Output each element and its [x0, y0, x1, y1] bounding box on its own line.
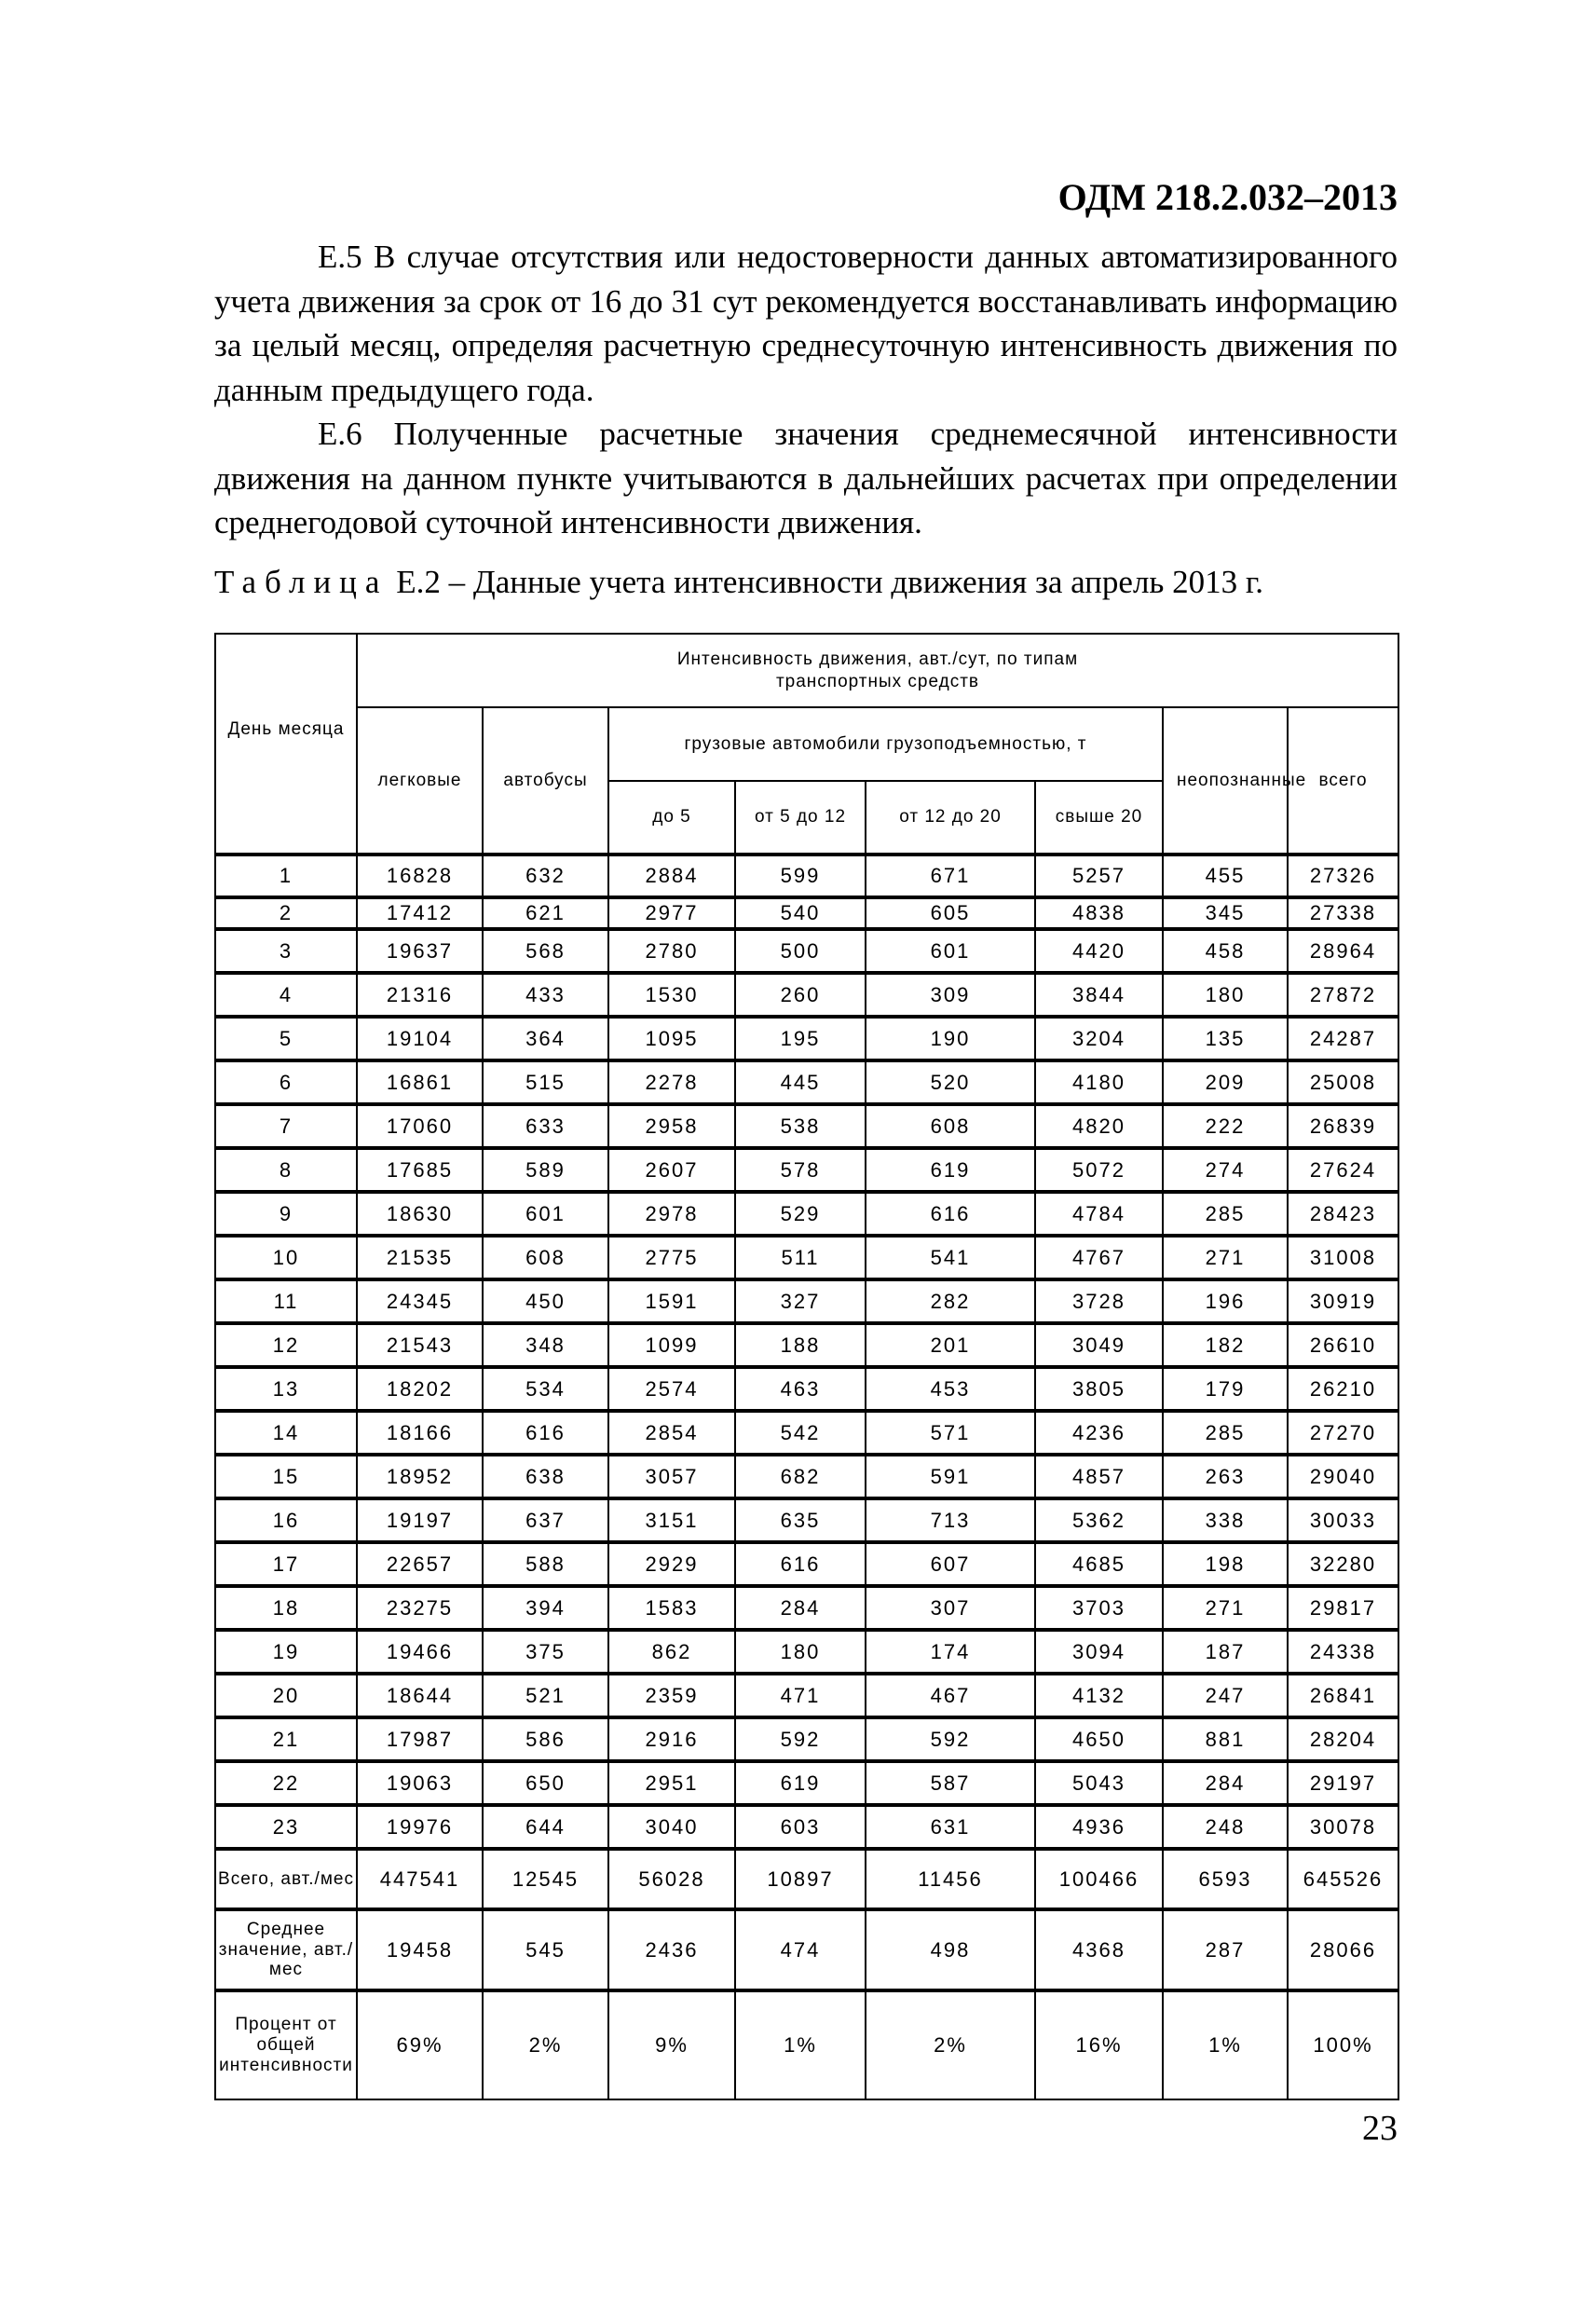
day-cell: 8 [215, 1148, 357, 1192]
value-cell: 348 [483, 1323, 608, 1367]
day-cell: 6 [215, 1060, 357, 1104]
value-cell: 538 [735, 1104, 866, 1148]
value-cell: 571 [866, 1411, 1035, 1455]
value-cell: 29197 [1288, 1761, 1398, 1805]
document-code: ОДМ 218.2.032–2013 [1057, 176, 1398, 218]
value-cell: 32280 [1288, 1542, 1398, 1586]
value-cell: 375 [483, 1630, 608, 1674]
summary-value: 100% [1288, 1990, 1398, 2099]
value-cell: 394 [483, 1586, 608, 1630]
value-cell: 601 [866, 929, 1035, 973]
value-cell: 3204 [1035, 1017, 1163, 1060]
value-cell: 17987 [357, 1717, 483, 1761]
table-caption [214, 564, 1263, 601]
value-cell: 4132 [1035, 1674, 1163, 1717]
value-cell: 282 [866, 1279, 1035, 1323]
value-cell: 190 [866, 1017, 1035, 1060]
summary-value: 1% [1163, 1990, 1288, 2099]
value-cell: 345 [1163, 897, 1288, 929]
header-trucks: грузовые автомобили грузоподъемностью, т [608, 707, 1163, 781]
summary-value: 69% [357, 1990, 483, 2099]
value-cell: 5362 [1035, 1498, 1163, 1542]
value-cell: 2775 [608, 1236, 735, 1279]
value-cell: 541 [866, 1236, 1035, 1279]
value-cell: 28964 [1288, 929, 1398, 973]
value-cell: 21543 [357, 1323, 483, 1367]
value-cell: 248 [1163, 1805, 1288, 1849]
day-cell: 1 [215, 855, 357, 897]
value-cell: 2951 [608, 1761, 735, 1805]
value-cell: 19976 [357, 1805, 483, 1849]
table-row [215, 929, 1398, 973]
value-cell: 180 [1163, 973, 1288, 1017]
day-cell: 4 [215, 973, 357, 1017]
value-cell: 1591 [608, 1279, 735, 1323]
value-cell: 616 [735, 1542, 866, 1586]
header-buses: автобусы [483, 707, 608, 855]
value-cell: 605 [866, 897, 1035, 929]
value-cell: 2574 [608, 1367, 735, 1411]
value-cell: 4838 [1035, 897, 1163, 929]
table-row [215, 1455, 1398, 1498]
value-cell: 616 [483, 1411, 608, 1455]
value-cell: 271 [1163, 1586, 1288, 1630]
value-cell: 621 [483, 897, 608, 929]
summary-label: Процент от общей интенсивности [215, 1990, 357, 2099]
value-cell: 1583 [608, 1586, 735, 1630]
value-cell: 28423 [1288, 1192, 1398, 1236]
summary-row [215, 1990, 1398, 2099]
paragraph-e6: Е.6 Полученные расчетные значения среднемесячной интенсивности движения на данном пункте учитываются в дальнейших расчетах при определении среднегодовой суточной интенсивности движения. [214, 416, 1398, 541]
header-total: всего [1288, 707, 1398, 855]
value-cell: 21535 [357, 1236, 483, 1279]
day-cell: 17 [215, 1542, 357, 1586]
value-cell: 135 [1163, 1017, 1288, 1060]
day-cell: 11 [215, 1279, 357, 1323]
value-cell: 631 [866, 1805, 1035, 1849]
value-cell: 18166 [357, 1411, 483, 1455]
summary-value: 56028 [608, 1849, 735, 1909]
header-trucks-5-12: от 5 до 12 [735, 781, 866, 855]
value-cell: 587 [866, 1761, 1035, 1805]
value-cell: 4936 [1035, 1805, 1163, 1849]
summary-value: 645526 [1288, 1849, 1398, 1909]
table-row [215, 1717, 1398, 1761]
table-row [215, 855, 1398, 897]
value-cell: 17412 [357, 897, 483, 929]
table-row [215, 1761, 1398, 1805]
value-cell: 445 [735, 1060, 866, 1104]
table-row [215, 1411, 1398, 1455]
value-cell: 2958 [608, 1104, 735, 1148]
value-cell: 3040 [608, 1805, 735, 1849]
value-cell: 542 [735, 1411, 866, 1455]
summary-value: 498 [866, 1909, 1035, 1990]
value-cell: 174 [866, 1630, 1035, 1674]
value-cell: 284 [1163, 1761, 1288, 1805]
value-cell: 637 [483, 1498, 608, 1542]
value-cell: 633 [483, 1104, 608, 1148]
value-cell: 592 [735, 1717, 866, 1761]
value-cell: 26610 [1288, 1323, 1398, 1367]
value-cell: 271 [1163, 1236, 1288, 1279]
value-cell: 19197 [357, 1498, 483, 1542]
value-cell: 713 [866, 1498, 1035, 1542]
summary-value: 474 [735, 1909, 866, 1990]
value-cell: 338 [1163, 1498, 1288, 1542]
value-cell: 862 [608, 1630, 735, 1674]
table-row [215, 1805, 1398, 1849]
day-cell: 20 [215, 1674, 357, 1717]
value-cell: 1099 [608, 1323, 735, 1367]
value-cell: 4236 [1035, 1411, 1163, 1455]
value-cell: 2977 [608, 897, 735, 929]
value-cell: 1095 [608, 1017, 735, 1060]
value-cell: 209 [1163, 1060, 1288, 1104]
table-row [215, 1104, 1398, 1148]
value-cell: 25008 [1288, 1060, 1398, 1104]
table-row [215, 897, 1398, 929]
value-cell: 19466 [357, 1630, 483, 1674]
value-cell: 16861 [357, 1060, 483, 1104]
value-cell: 3805 [1035, 1367, 1163, 1411]
value-cell: 19063 [357, 1761, 483, 1805]
day-cell: 2 [215, 897, 357, 929]
value-cell: 285 [1163, 1192, 1288, 1236]
table-row [215, 973, 1398, 1017]
header-intensity: Интенсивность движения, авт./сут, по типам транспортных средств [357, 634, 1398, 707]
value-cell: 24338 [1288, 1630, 1398, 1674]
value-cell: 263 [1163, 1455, 1288, 1498]
summary-row [215, 1849, 1398, 1909]
value-cell: 26841 [1288, 1674, 1398, 1717]
value-cell: 30078 [1288, 1805, 1398, 1849]
value-cell: 568 [483, 929, 608, 973]
value-cell: 17685 [357, 1148, 483, 1192]
value-cell: 16828 [357, 855, 483, 897]
summary-value: 287 [1163, 1909, 1288, 1990]
summary-value: 447541 [357, 1849, 483, 1909]
day-cell: 14 [215, 1411, 357, 1455]
value-cell: 198 [1163, 1542, 1288, 1586]
value-cell: 599 [735, 855, 866, 897]
paragraph-e5: Е.5 В случае отсутствия или недостоверности данных автоматизированного учета движения за срок от 16 до 31 сут рекомендуется восстанавливать информацию за целый месяц, определяя расчетную среднесуточную интенсивность движения по данным предыдущего года. [214, 239, 1398, 408]
caption-text: Е.2 – Данные учета интенсивности движения за апрель 2013 г. [388, 564, 1264, 600]
table-row [215, 1542, 1398, 1586]
value-cell: 18952 [357, 1455, 483, 1498]
value-cell: 327 [735, 1279, 866, 1323]
value-cell: 31008 [1288, 1236, 1398, 1279]
value-cell: 27624 [1288, 1148, 1398, 1192]
value-cell: 534 [483, 1367, 608, 1411]
value-cell: 521 [483, 1674, 608, 1717]
value-cell: 463 [735, 1367, 866, 1411]
value-cell: 650 [483, 1761, 608, 1805]
day-cell: 15 [215, 1455, 357, 1498]
value-cell: 2854 [608, 1411, 735, 1455]
day-cell: 12 [215, 1323, 357, 1367]
value-cell: 2916 [608, 1717, 735, 1761]
summary-value: 2% [483, 1990, 608, 2099]
value-cell: 2929 [608, 1542, 735, 1586]
summary-label: Всего, авт./мес [215, 1849, 357, 1909]
value-cell: 196 [1163, 1279, 1288, 1323]
value-cell: 4650 [1035, 1717, 1163, 1761]
value-cell: 4420 [1035, 929, 1163, 973]
value-cell: 274 [1163, 1148, 1288, 1192]
value-cell: 601 [483, 1192, 608, 1236]
value-cell: 511 [735, 1236, 866, 1279]
summary-value: 10897 [735, 1849, 866, 1909]
value-cell: 309 [866, 973, 1035, 1017]
summary-value: 16% [1035, 1990, 1163, 2099]
value-cell: 592 [866, 1717, 1035, 1761]
value-cell: 4180 [1035, 1060, 1163, 1104]
value-cell: 5043 [1035, 1761, 1163, 1805]
day-cell: 21 [215, 1717, 357, 1761]
value-cell: 638 [483, 1455, 608, 1498]
summary-value: 1% [735, 1990, 866, 2099]
value-cell: 4784 [1035, 1192, 1163, 1236]
day-cell: 9 [215, 1192, 357, 1236]
value-cell: 26839 [1288, 1104, 1398, 1148]
value-cell: 467 [866, 1674, 1035, 1717]
value-cell: 881 [1163, 1717, 1288, 1761]
value-cell: 28204 [1288, 1717, 1398, 1761]
caption-prefix: Таблица [214, 564, 389, 600]
day-cell: 3 [215, 929, 357, 973]
table-row [215, 1498, 1398, 1542]
table-row [215, 1586, 1398, 1630]
day-cell: 13 [215, 1367, 357, 1411]
value-cell: 4820 [1035, 1104, 1163, 1148]
value-cell: 671 [866, 855, 1035, 897]
value-cell: 2780 [608, 929, 735, 973]
value-cell: 3151 [608, 1498, 735, 1542]
summary-value: 2436 [608, 1909, 735, 1990]
value-cell: 540 [735, 897, 866, 929]
header-unidentified: неопознанные [1163, 707, 1288, 855]
summary-value: 545 [483, 1909, 608, 1990]
value-cell: 21316 [357, 973, 483, 1017]
value-cell: 2359 [608, 1674, 735, 1717]
value-cell: 222 [1163, 1104, 1288, 1148]
value-cell: 3049 [1035, 1323, 1163, 1367]
value-cell: 3703 [1035, 1586, 1163, 1630]
day-cell: 19 [215, 1630, 357, 1674]
table-row [215, 1236, 1398, 1279]
summary-value: 6593 [1163, 1849, 1288, 1909]
value-cell: 182 [1163, 1323, 1288, 1367]
value-cell: 608 [866, 1104, 1035, 1148]
value-cell: 24345 [357, 1279, 483, 1323]
value-cell: 2278 [608, 1060, 735, 1104]
day-cell: 5 [215, 1017, 357, 1060]
value-cell: 260 [735, 973, 866, 1017]
table-row [215, 1148, 1398, 1192]
value-cell: 19637 [357, 929, 483, 973]
value-cell: 18644 [357, 1674, 483, 1717]
value-cell: 586 [483, 1717, 608, 1761]
value-cell: 179 [1163, 1367, 1288, 1411]
summary-value: 9% [608, 1990, 735, 2099]
table-row [215, 1192, 1398, 1236]
summary-value: 12545 [483, 1849, 608, 1909]
day-cell: 23 [215, 1805, 357, 1849]
summary-value: 19458 [357, 1909, 483, 1990]
summary-value: 28066 [1288, 1909, 1398, 1990]
value-cell: 284 [735, 1586, 866, 1630]
value-cell: 632 [483, 855, 608, 897]
value-cell: 29040 [1288, 1455, 1398, 1498]
value-cell: 607 [866, 1542, 1035, 1586]
value-cell: 3057 [608, 1455, 735, 1498]
summary-value: 100466 [1035, 1849, 1163, 1909]
value-cell: 5257 [1035, 855, 1163, 897]
day-cell: 10 [215, 1236, 357, 1279]
value-cell: 578 [735, 1148, 866, 1192]
header-trucks-12-20: от 12 до 20 [866, 781, 1035, 855]
value-cell: 588 [483, 1542, 608, 1586]
value-cell: 19104 [357, 1017, 483, 1060]
table-row [215, 1674, 1398, 1717]
day-cell: 16 [215, 1498, 357, 1542]
day-cell: 7 [215, 1104, 357, 1148]
summary-value: 4368 [1035, 1909, 1163, 1990]
value-cell: 515 [483, 1060, 608, 1104]
header-day: День месяца [215, 634, 357, 855]
value-cell: 24287 [1288, 1017, 1398, 1060]
value-cell: 4857 [1035, 1455, 1163, 1498]
value-cell: 195 [735, 1017, 866, 1060]
value-cell: 529 [735, 1192, 866, 1236]
value-cell: 608 [483, 1236, 608, 1279]
value-cell: 26210 [1288, 1367, 1398, 1411]
value-cell: 18202 [357, 1367, 483, 1411]
value-cell: 450 [483, 1279, 608, 1323]
page-number: 23 [1362, 2109, 1398, 2148]
value-cell: 455 [1163, 855, 1288, 897]
value-cell: 589 [483, 1148, 608, 1192]
value-cell: 520 [866, 1060, 1035, 1104]
value-cell: 433 [483, 973, 608, 1017]
value-cell: 27326 [1288, 855, 1398, 897]
table-row [215, 1323, 1398, 1367]
value-cell: 180 [735, 1630, 866, 1674]
value-cell: 247 [1163, 1674, 1288, 1717]
value-cell: 2884 [608, 855, 735, 897]
value-cell: 364 [483, 1017, 608, 1060]
value-cell: 5072 [1035, 1148, 1163, 1192]
value-cell: 27338 [1288, 897, 1398, 929]
header-cars: легковые [357, 707, 483, 855]
value-cell: 471 [735, 1674, 866, 1717]
value-cell: 18630 [357, 1192, 483, 1236]
value-cell: 30919 [1288, 1279, 1398, 1323]
value-cell: 453 [866, 1367, 1035, 1411]
value-cell: 3728 [1035, 1279, 1163, 1323]
value-cell: 27270 [1288, 1411, 1398, 1455]
value-cell: 29817 [1288, 1586, 1398, 1630]
table-body [215, 855, 1398, 2099]
value-cell: 2978 [608, 1192, 735, 1236]
value-cell: 2607 [608, 1148, 735, 1192]
value-cell: 201 [866, 1323, 1035, 1367]
value-cell: 4767 [1035, 1236, 1163, 1279]
value-cell: 603 [735, 1805, 866, 1849]
value-cell: 188 [735, 1323, 866, 1367]
value-cell: 285 [1163, 1411, 1288, 1455]
value-cell: 307 [866, 1586, 1035, 1630]
value-cell: 27872 [1288, 973, 1398, 1017]
value-cell: 619 [866, 1148, 1035, 1192]
value-cell: 635 [735, 1498, 866, 1542]
summary-value: 2% [866, 1990, 1035, 2099]
value-cell: 23275 [357, 1586, 483, 1630]
day-cell: 18 [215, 1586, 357, 1630]
summary-row [215, 1909, 1398, 1990]
summary-label: Среднее значение, авт./мес [215, 1909, 357, 1990]
value-cell: 458 [1163, 929, 1288, 973]
value-cell: 619 [735, 1761, 866, 1805]
value-cell: 187 [1163, 1630, 1288, 1674]
table-row [215, 1060, 1398, 1104]
value-cell: 682 [735, 1455, 866, 1498]
value-cell: 17060 [357, 1104, 483, 1148]
table-row [215, 1017, 1398, 1060]
value-cell: 616 [866, 1192, 1035, 1236]
table-row [215, 1367, 1398, 1411]
traffic-table [214, 633, 1399, 2100]
value-cell: 644 [483, 1805, 608, 1849]
table-row [215, 1279, 1398, 1323]
day-cell: 22 [215, 1761, 357, 1805]
value-cell: 22657 [357, 1542, 483, 1586]
value-cell: 500 [735, 929, 866, 973]
header-trucks-upto5: до 5 [608, 781, 735, 855]
value-cell: 3844 [1035, 973, 1163, 1017]
value-cell: 1530 [608, 973, 735, 1017]
header-trucks-over20: свыше 20 [1035, 781, 1163, 855]
summary-value: 11456 [866, 1849, 1035, 1909]
value-cell: 30033 [1288, 1498, 1398, 1542]
value-cell: 591 [866, 1455, 1035, 1498]
value-cell: 4685 [1035, 1542, 1163, 1586]
value-cell: 3094 [1035, 1630, 1163, 1674]
table-row [215, 1630, 1398, 1674]
